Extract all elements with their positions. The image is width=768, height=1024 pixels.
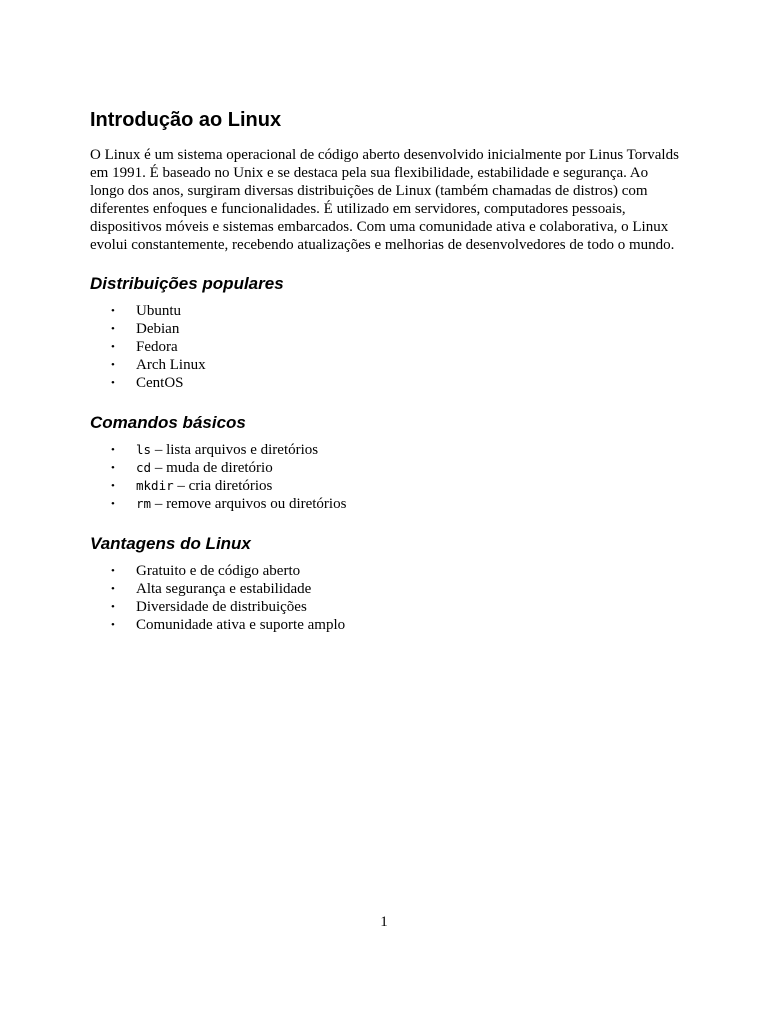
- command-code: mkdir: [136, 478, 174, 493]
- command-code: rm: [136, 496, 152, 511]
- bullet-icon: •: [111, 444, 115, 456]
- list-item: [90, 441, 682, 459]
- list-item: [90, 356, 682, 374]
- advantages-heading: Vantagens do Linux: [90, 534, 251, 553]
- bullet-icon: •: [111, 480, 115, 492]
- list-item: [90, 495, 682, 513]
- command-description: – cria diretórios: [173, 478, 273, 494]
- commands-heading: Comandos básicos: [90, 413, 246, 432]
- bullet-icon: •: [111, 359, 115, 371]
- distributions-list: [90, 302, 682, 392]
- bullet-icon: •: [111, 305, 115, 317]
- list-item-text: Debian: [136, 321, 180, 337]
- intro-paragraph: O Linux é um sistema operacional de código aberto desenvolvido inicialmente por Linus Torvalds em 1991. É baseado no Unix e se destaca pela sua flexibilidade, estabilidade e segurança. Ao longo dos anos, surgiram diversas distribuições de Linux (também chamadas de distros) com diferentes enfoques e funcionalidades. É utilizado em servidores, computadores pessoais, dispositivos móveis e sistemas embarcados. Com uma comunidade ativa e colaborativa, o Linux evolui constantemente, recebendo atualizações e melhorias de desenvolvedores de todo o mundo.: [90, 147, 679, 253]
- list-item: [90, 374, 682, 392]
- bullet-icon: •: [111, 619, 115, 631]
- list-item: [90, 302, 682, 320]
- bullet-icon: •: [111, 377, 115, 389]
- list-item: [90, 580, 682, 598]
- command-code: cd: [136, 460, 152, 475]
- bullet-icon: •: [111, 341, 115, 353]
- bullet-icon: •: [111, 462, 115, 474]
- list-item: [90, 562, 682, 580]
- bullet-icon: •: [111, 583, 115, 595]
- command-code: ls: [136, 442, 152, 457]
- bullet-icon: •: [111, 498, 115, 510]
- page-number: 1: [380, 914, 388, 930]
- bullet-icon: •: [111, 565, 115, 577]
- list-item: [90, 459, 682, 477]
- list-item-text: Fedora: [136, 339, 178, 355]
- command-description: – remove arquivos ou diretórios: [151, 496, 347, 512]
- list-item-text: Ubuntu: [136, 303, 181, 319]
- list-item: [90, 477, 682, 495]
- bullet-icon: •: [111, 323, 115, 335]
- commands-section: [90, 412, 682, 513]
- commands-list: [90, 441, 682, 513]
- list-item-text: Alta segurança e estabilidade: [136, 581, 312, 597]
- distributions-section: [90, 273, 682, 392]
- advantages-section: [90, 533, 682, 634]
- list-item: [90, 338, 682, 356]
- page-title: Introdução ao Linux: [90, 109, 282, 131]
- document-page: [90, 107, 682, 654]
- distributions-heading: Distribuições populares: [90, 274, 284, 293]
- list-item: [90, 320, 682, 338]
- list-item-text: Arch Linux: [136, 357, 206, 373]
- list-item-text: Diversidade de distribuições: [136, 599, 307, 615]
- list-item-text: CentOS: [136, 375, 184, 391]
- command-description: – muda de diretório: [151, 460, 273, 476]
- list-item-text: Gratuito e de código aberto: [136, 563, 301, 579]
- list-item: [90, 598, 682, 616]
- advantages-list: [90, 562, 682, 634]
- command-description: – lista arquivos e diretórios: [151, 442, 319, 458]
- list-item-text: Comunidade ativa e suporte amplo: [136, 617, 346, 633]
- bullet-icon: •: [111, 601, 115, 613]
- list-item: [90, 616, 682, 634]
